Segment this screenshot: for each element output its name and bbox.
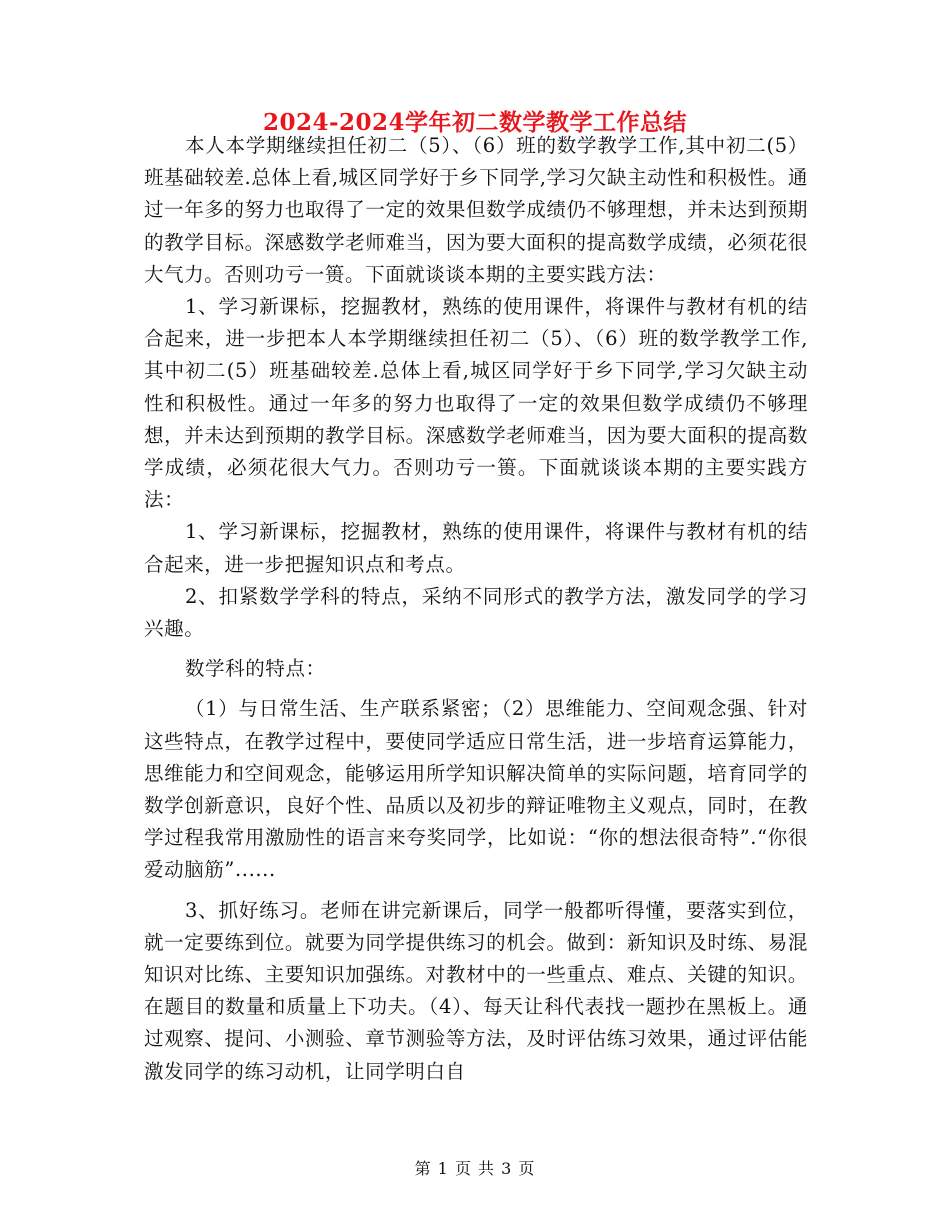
paragraph-item-3: 3、抓好练习。老师在讲完新课后，同学一般都听得懂，要落实到位，就一定要练到位。就要为同学提供练习的机会。做到：新知识及时练、易混知识对比练、主要知识加强练。对教材中的一些重点、难点、关键的知识。在题目的数量和质量上下功夫。（4）、每天让科代表找一题抄在黑板上。通过观察、提问、小测验、章节测验等方法，及时评估练习效果，通过评估能激发同学的练习动机，让同学明白自 xyxy=(144,898,808,1083)
paragraph-item-2: 2、扣紧数学学科的特点，采纳不同形式的教学方法，激发同学的学习兴趣。 xyxy=(144,584,808,641)
paragraph-item-1: 1、学习新课标，挖掘教材，熟练的使用课件，将课件与教材有机的结合起来，进一步把握知识点和考点。 xyxy=(144,520,808,576)
document-title: 2024-2024学年初二数学教学工作总结 xyxy=(262,109,688,136)
paragraph-math-features-heading: 数学科的特点： xyxy=(184,657,326,681)
page-number-footer: 第 1 页 共 3 页 xyxy=(414,1159,536,1178)
paragraph-item-1-long: 1、学习新课标，挖掘教材，熟练的使用课件，将课件与教材有机的结合起来，进一步把本人本学期继续担任初二（5）、（6）班的数学教学工作,其中初二(5）班基础较差.总体上看,城区同学好于乡下同学,学习欠缺主动性和积极性。通过一年多的努力也取得了一定的效果但数学成绩仍不够理想，并未达到预期的教学目标。深感数学老师难当，因为要大面积的提高数学成绩，必须花很大气力。否则功亏一篑。下面就谈谈本期的主要实践方法： xyxy=(144,295,808,512)
paragraph-math-features: （1）与日常生活、生产联系紧密；（2）思维能力、空间观念强、针对这些特点，在教学过程中，要使同学适应日常生活，进一步培育运算能力，思维能力和空间观念，能够运用所学知识解决简单的实际问题，培育同学的数学创新意识，良好个性、品质以及初步的辩证唯物主义观点，同时，在教学过程我常用激励性的语言来夸奖同学，比如说：“你的想法很奇特”.“你很爱动脑筋”...... xyxy=(144,697,808,882)
document-body xyxy=(144,130,808,1088)
paragraph-intro: 本人本学期继续担任初二（5）、（6）班的数学教学工作,其中初二(5）班基础较差.总体上看,城区同学好于乡下同学,学习欠缺主动性和积极性。通过一年多的努力也取得了一定的效果但数学成绩仍不够理想，并未达到预期的教学目标。深感数学老师难当，因为要大面积的提高数学成绩，必须花很大气力。否则功亏一篑。下面就谈谈本期的主要实践方法： xyxy=(144,134,808,286)
